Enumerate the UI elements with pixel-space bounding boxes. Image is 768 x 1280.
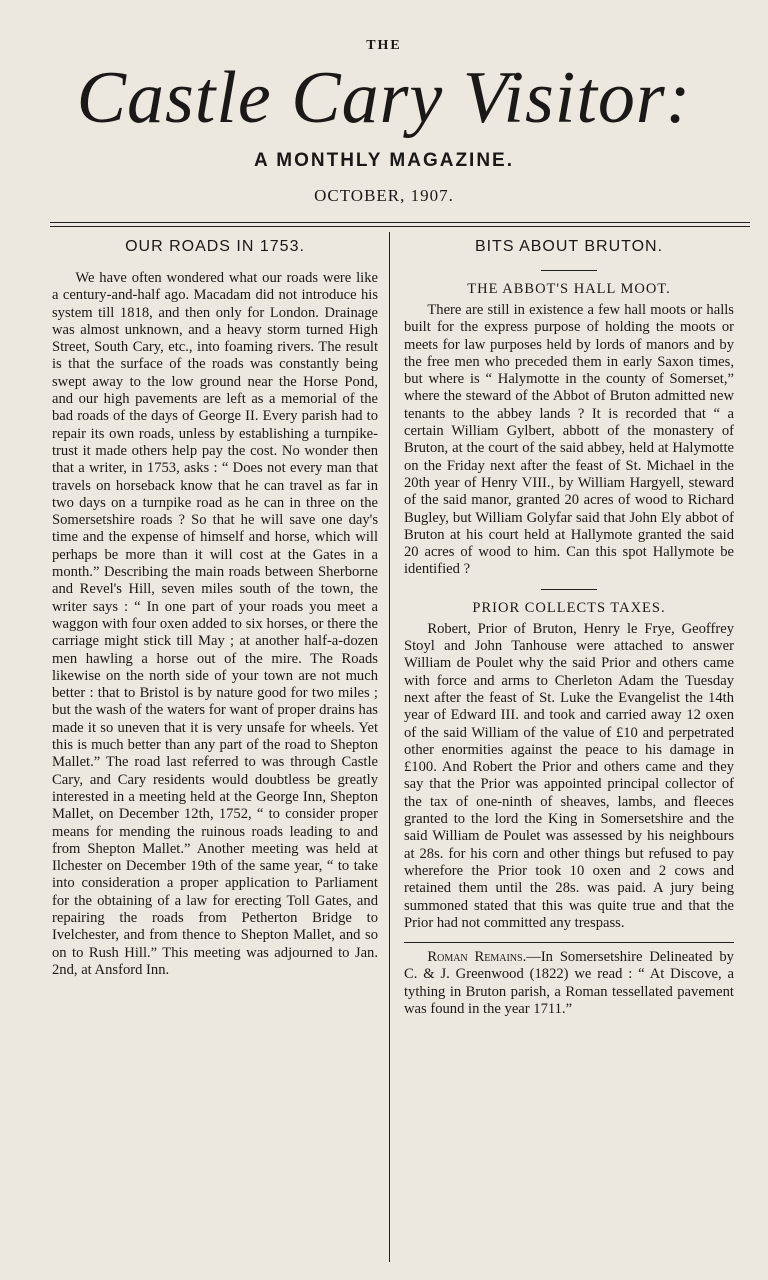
masthead-subtitle: A MONTHLY MAGAZINE. [253, 150, 515, 171]
article-body-roads: We have often wondered what our roads were like a century-and-half ago. Macadam did not introduce his system till 1818, and then only for London. Drainage was almost unknown, and a heavy storm turned High Street, South Cary, etc., into foaming rivers. The result is that the surface of the roads was constantly being swept away to the low ground near the Horse Pond, and our high pavements are left as a memorial of the bad roads of the days of George II. Every parish had to repair its own roads, unless by establishing a turnpike-trust it made others help pay the cost. No wonder then that a writer, in 1753, asks : “ Does not every man that travels on horseback know that he can travel as far in two days on a turnpike road as he can in three on the Somersetshire roads ? So that he will save one day's time and the expense of himself and horse, which will perhaps be more than it will cost at the Gates in a month.” Describing the main roads between Sherborne and Revel's Hill, seven miles south of the town, the writer says : “ In one part of your roads you meet a waggon with four oxen added to six horses, or there the carriage might stick till May ; at another half-a-dozen men hawling a horse out of the mire. The Roads likewise on the north side of your town are not much better : that to Bristol is by nature good for two miles ; but the wash of the waters for want of proper drains has made it so uneven that it is very unsafe for wheels. Yet this is much better than any part of the road to Shepton Mallet.” The road last referred to was through Castle Cary, and Cary residents would doubtless be greatly interested in a meeting held at the George Inn, Shepton Mallet, on December 12th, 1752, “ to consider proper means for mending the ruinous roads leading to and from Shepton Mallet.” Another meeting was held at Ilchester on December 19th of the same year, “ to take into consideration a proper application to Parliament for the obtaining of a law for erecting Toll Gates, and repairing the roads from Petherton Bridge to Ivelchester, and from thence to Shepton Mallet, and so on to Rush Hill.” This meeting was adjourned to Jan. 2nd, at Ansford Inn. [52, 270, 378, 978]
section-title-prior-taxes: PRIOR COLLECTS TAXES. [472, 599, 666, 616]
left-column [52, 232, 378, 979]
masthead-title: Castle Cary Visitor: [76, 57, 692, 139]
header-rule-lower [50, 226, 750, 227]
column-divider [389, 232, 390, 1262]
issue-date: OCTOBER, 1907. [314, 186, 454, 205]
section-rule [541, 589, 597, 590]
header-rule-upper [50, 222, 750, 223]
right-column [404, 232, 734, 1018]
section-body-prior-taxes: Robert, Prior of Bruton, Henry le Frye, Geoffrey Stoyl and John Tanhouse were attached to answer William de Poulet why the said Prior and others came with force and arms to Cherleton Adam the Tuesday next after the feast of St. Luke the Evangelist the 14th year of Edward III. and took and carried away 12 oxen of the said William of the value of £10 and perpetrated other enormities against the peace to his damage in £100. And Robert the Prior and others came and they say that the Prior was appointed principal collector of the tax of one-ninth of sheaves, lambs, and fleeces granted to the lord the King in Somersetshire and the said William de Poulet was assessed by his neighbours at 28s. for his corn and other things but refused to pay wherefore the Prior took 10 oxen and 2 cows and retained them until the 28s. was paid. A jury being summoned stated that this was quite true and that the Prior had not committed any trespass. [404, 620, 734, 931]
section-roman-remains [404, 949, 734, 1018]
roman-remains-lead: Roman Remains. [427, 949, 527, 966]
section-rule-full [404, 942, 734, 943]
article-heading-roads: OUR ROADS IN 1753. [125, 238, 305, 255]
section-rule [541, 270, 597, 271]
masthead-the: THE [366, 38, 402, 53]
article-heading-bruton: BITS ABOUT BRUTON. [474, 238, 664, 255]
section-body-abbots-hall: There are still in existence a few hall moots or halls built for the express purpose of holding the moots or meets for law purposes held by lords of manors and by the free men who preceded them in early Saxon times, but where is “ Halymotte in the county of Somerset,” where the steward of the Abbot of Bruton admitted new tenants to the abbey lands ? It is recorded that “ a certain William Gylbert, abbott of the monastery of Bruton, at the court of the said abbey, held at Halymotte on the Friday next after the feast of St. Michael in the 20th year of Henry VIII., by William Hargyell, steward of the said manor, granted 20 acres of wood to Richard Bugley, but William Golyfar said that John Ely abbot of Bruton at his court held at Hallymote granted the said 20 acres of wood to him. Can this spot Hallymote be identified ? [404, 302, 734, 578]
roman-remains-body: —In Somersetshire Delineated by C. & J. Greenwood (1822) we read : “ At Discove, a tything in Bruton parish, a Roman tessellated pavement was found in the year 1711.” [404, 949, 734, 1017]
section-title-abbots-hall: THE ABBOT'S HALL MOOT. [467, 281, 671, 297]
